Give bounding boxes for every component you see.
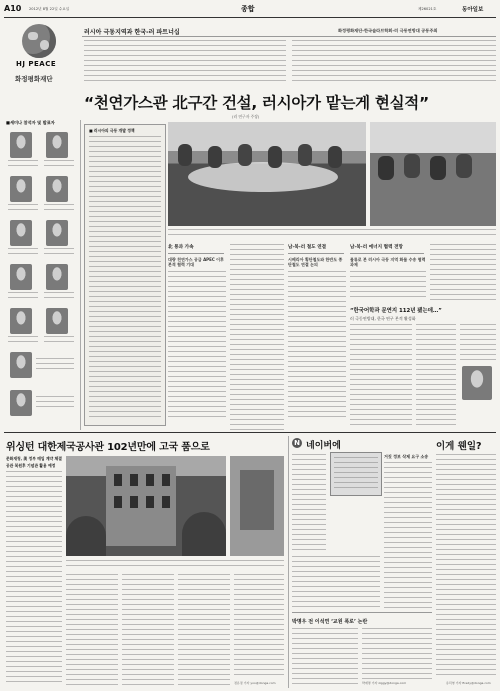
conference-photo: [168, 122, 366, 226]
right-byline: 유덕영 기자 firedy@donga.com: [446, 681, 491, 685]
topic-column-4: [430, 244, 496, 304]
issue-date: 2012년 8월 22일 수요일: [29, 7, 70, 11]
speaker-photo: [10, 264, 32, 290]
speaker-photo: [10, 132, 32, 158]
mid-rule: [292, 612, 432, 613]
legation-caption: [66, 560, 284, 570]
headline-sub: (러 연구자 주장): [232, 114, 260, 119]
speakers-label: ■세미나 참석자 및 발표자: [6, 120, 55, 125]
washington-body-2: [66, 574, 118, 686]
peace-logo: [6, 24, 72, 86]
policy-box-body: [89, 136, 161, 420]
naver-body-1: [292, 454, 326, 554]
section-title: 종합: [241, 5, 255, 13]
topic-column-2: [288, 244, 346, 430]
speaker-photo: [10, 220, 32, 246]
right-headline: 이게 웬일?: [436, 441, 482, 452]
speakers-grid: [6, 128, 78, 428]
logo-title: HJ PEACE: [16, 60, 57, 68]
topic-head: 남-북-러 철도 연결: [288, 245, 327, 250]
topic-column-3: [350, 244, 426, 304]
page-number: A10: [4, 4, 22, 13]
naver-title: 네이버에: [306, 441, 341, 451]
right-body: [436, 454, 496, 678]
speaker-caption: [44, 336, 74, 346]
speaker-caption: [8, 160, 38, 170]
washington-body-5: [234, 574, 284, 678]
speaker-caption: [36, 358, 74, 372]
kicker-rule: [82, 36, 496, 37]
washington-body-4: [178, 574, 230, 686]
policy-box-label: ■ 러시아의 극동 개발 정책: [89, 128, 135, 133]
speaker-caption: [8, 204, 38, 214]
speaker-photo: [46, 308, 68, 334]
policy-box: [84, 124, 166, 426]
speaker-caption: [44, 292, 74, 302]
naver-sub: 거짓 정보 삭제 요구 소송: [384, 454, 429, 459]
topic-head: 남-북-러 에너지 협력 전망: [350, 245, 403, 250]
teacher-headline: 박명우 전 이석연 ‘교원 폭로’ 논란: [292, 619, 368, 625]
masthead: [0, 0, 500, 18]
naver-body-3: [384, 462, 432, 608]
quote-box: [350, 306, 496, 430]
topic-column-1b: [230, 244, 284, 430]
column-divider: [80, 120, 81, 430]
quote-sub: 러 극동연방대, 한국 연구 본격 활성화: [350, 316, 416, 321]
washington-headline: 위싱턴 대한제국공사관 102년만에 고국 품으로: [6, 442, 210, 453]
topic-sub: 시베리아 횡단철도와 한반도 종단철도 연결 논의: [288, 256, 343, 267]
speaker-photo: [46, 132, 68, 158]
naver-icon: N: [292, 438, 302, 448]
speaker-caption: [44, 204, 74, 214]
speaker-caption: [36, 396, 74, 410]
speaker-caption: [8, 336, 38, 346]
conference-photo-2: [370, 122, 496, 226]
speaker-photo: [46, 264, 68, 290]
bottom-divider: [288, 436, 289, 688]
lead-body-left: [84, 40, 286, 84]
section-rule: [4, 432, 496, 433]
speaker-photo: [10, 308, 32, 334]
speaker-photo: [10, 352, 32, 378]
story-sponsor: 화정평화재단-한국슬라브학회-러 극동연방대 공동주최: [338, 28, 438, 33]
lead-body-right: [292, 40, 496, 84]
teacher-body-2: [362, 628, 432, 680]
teacher-body-1: [292, 628, 358, 686]
author-photo: [462, 366, 492, 400]
washington-sub-1: 문화재청, 美 정부 매입 계약 체결: [6, 456, 62, 461]
speaker-photo: [46, 220, 68, 246]
legation-inset-photo: [230, 456, 284, 556]
logo-subtitle: 화정평화재단: [15, 75, 53, 83]
topic-head: 北 통과 가속: [168, 245, 194, 250]
washington-body-3: [122, 574, 174, 686]
paper-name: 동아일보: [462, 7, 484, 13]
speaker-caption: [44, 160, 74, 170]
globe-icon: [22, 24, 56, 58]
quote-title: “한국어학과 문연지 112년 됐는데…”: [350, 308, 442, 314]
washington-byline: 정유정 기자 yoo@donga.com: [234, 681, 276, 685]
masthead-rule: [4, 17, 496, 18]
speaker-caption: [44, 248, 74, 258]
speaker-photo: [46, 176, 68, 202]
naver-body-2: [292, 556, 380, 608]
speaker-photo: [10, 176, 32, 202]
search-screenshot: [330, 452, 382, 496]
issue-number: 제26021호: [418, 7, 437, 11]
main-headline: “천연가스관 北구간 건설, 러시아가 맡는게 현실적”: [84, 94, 429, 112]
washington-body-1: [6, 471, 62, 686]
legation-photo: [66, 456, 226, 556]
topic-sub: 물류로 본 러시아 극동 지역 화물 수송 협력 과제: [350, 256, 426, 267]
speaker-caption: [8, 292, 38, 302]
washington-sub-2: 공관 복원후 기념관 활용 예정: [6, 463, 56, 468]
speaker-caption: [8, 248, 38, 258]
naver-byline: 박재명 기자 ziggy@donga.com: [362, 681, 407, 685]
speaker-photo: [10, 390, 32, 416]
story-kicker: 러시아 극동지역과 한국-러 파트너십: [84, 29, 180, 36]
topic-column-1: [168, 244, 226, 430]
topic-sub: 대량 천연가스 공급 APEC 이후 본격 협력 기대: [168, 256, 224, 267]
photo-caption: [168, 229, 496, 239]
